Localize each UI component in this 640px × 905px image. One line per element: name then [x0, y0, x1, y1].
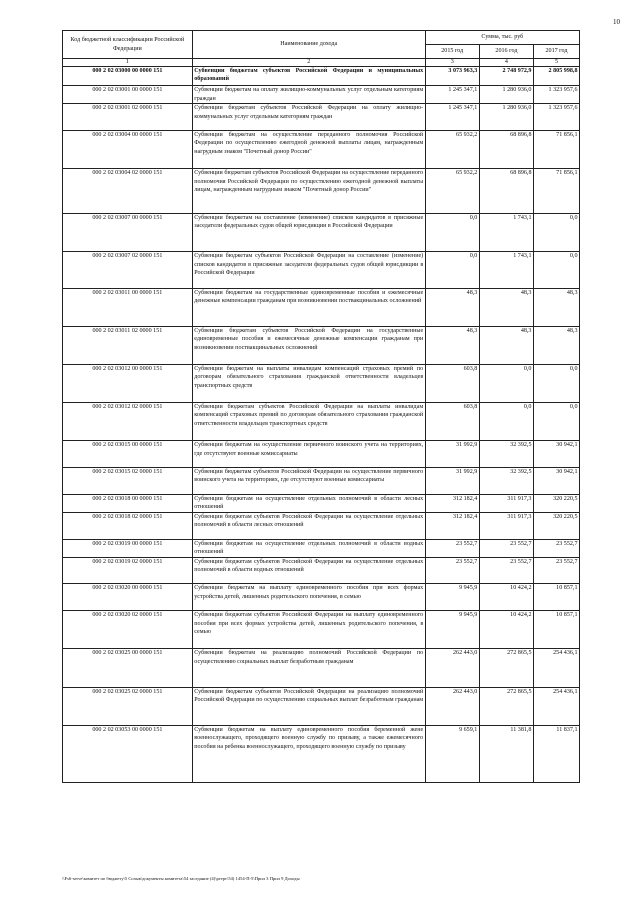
- amount-2017-cell: 48,3: [533, 288, 579, 326]
- budget-code-cell: 000 2 02 03018 02 0000 151: [63, 512, 193, 539]
- amount-2017-cell: 0,0: [533, 364, 579, 402]
- amount-2015-cell: 9 945,9: [425, 584, 479, 611]
- amount-2015-cell: 9 659,1: [425, 725, 479, 782]
- revenue-table: [62, 30, 580, 783]
- header-year-2016: 2016 год: [479, 45, 533, 59]
- column-number: 3: [425, 59, 479, 67]
- revenue-name-cell: Субвенции бюджетам на оплату жилищно-коммунальных услуг отдельным категориям граждан: [192, 86, 425, 104]
- amount-2015-cell: 48,3: [425, 326, 479, 364]
- amount-2017-cell: 23 552,7: [533, 557, 579, 584]
- amount-2017-cell: 320 220,5: [533, 494, 579, 512]
- table-row: [63, 539, 580, 557]
- amount-2016-cell: 1 280 936,0: [479, 104, 533, 131]
- table-row: [63, 687, 580, 725]
- table-row: [63, 403, 580, 441]
- revenue-name-cell: Субвенции бюджетам на составление (изменение) списков кандидатов в присяжные заседатели федеральных судов общей юрисдикции в Российской Федерации: [192, 214, 425, 252]
- amount-2016-cell: 48,3: [479, 288, 533, 326]
- amount-2015-cell: 603,8: [425, 364, 479, 402]
- budget-code-cell: 000 2 02 03020 02 0000 151: [63, 611, 193, 649]
- amount-2016-cell: 2 748 972,9: [479, 67, 533, 86]
- header-year-2017: 2017 год: [533, 45, 579, 59]
- budget-code-cell: 000 2 02 03020 00 0000 151: [63, 584, 193, 611]
- revenue-name-cell: Субвенции бюджетам на осуществление переданного полномочия Российской Федерации по осуществлению ежегодной денежной выплаты лицам, награжденным нагрудным знаком "Почетный донор России": [192, 130, 425, 168]
- revenue-name-cell: Субвенции бюджетам на реализацию полномочий Российской Федерации по осуществлению социальных выплат безработным гражданам: [192, 649, 425, 687]
- amount-2016-cell: 311 917,3: [479, 512, 533, 539]
- table-row: [63, 104, 580, 131]
- amount-2017-cell: 320 220,5: [533, 512, 579, 539]
- amount-2017-cell: 254 436,1: [533, 649, 579, 687]
- revenue-name-cell: Субвенции бюджетам на осуществление первичного воинского учета на территориях, где отсутствуют военные комиссариаты: [192, 441, 425, 468]
- table-row: [63, 557, 580, 584]
- amount-2015-cell: 262 443,0: [425, 687, 479, 725]
- column-number: 5: [533, 59, 579, 67]
- amount-2015-cell: 1 245 347,1: [425, 104, 479, 131]
- table-row: [63, 130, 580, 168]
- revenue-name-cell: Субвенции бюджетам субъектов Российской Федерации на реализацию полномочий Российской Федерации по осуществлению социальных выплат безработным гражданам: [192, 687, 425, 725]
- amount-2017-cell: 10 857,1: [533, 611, 579, 649]
- revenue-name-cell: Субвенции бюджетам субъектов Российской Федерации на составление (изменение) списков кандидатов в присяжные заседатели федеральных судов общей юрисдикции в Российской Федерации: [192, 252, 425, 288]
- budget-code-cell: 000 2 02 03019 02 0000 151: [63, 557, 193, 584]
- table-row: [63, 169, 580, 214]
- budget-code-cell: 000 2 02 03012 02 0000 151: [63, 403, 193, 441]
- amount-2017-cell: 23 552,7: [533, 539, 579, 557]
- budget-code-cell: 000 2 02 03007 02 0000 151: [63, 252, 193, 288]
- table-row: [63, 467, 580, 494]
- table-row: [63, 725, 580, 782]
- amount-2016-cell: 23 552,7: [479, 557, 533, 584]
- table-row: [63, 441, 580, 468]
- amount-2015-cell: 0,0: [425, 252, 479, 288]
- budget-code-cell: 000 2 02 03000 00 0000 151: [63, 67, 193, 86]
- table-row: [63, 584, 580, 611]
- revenue-name-cell: Субвенции бюджетам на осуществление отдельных полномочий в области водных отношений: [192, 539, 425, 557]
- amount-2016-cell: 32 392,5: [479, 441, 533, 468]
- amount-2017-cell: 0,0: [533, 214, 579, 252]
- budget-code-cell: 000 2 02 03001 02 0000 151: [63, 104, 193, 131]
- revenue-name-cell: Субвенции бюджетам на выплату единовременного пособия беременной жене военнослужащего, проходящего военную службу по призыву, а также ежемесячного пособия на ребенка военнослужащего, проходящего военную службу по призыву: [192, 725, 425, 782]
- column-number: 4: [479, 59, 533, 67]
- table-body: [63, 67, 580, 783]
- table-row: [63, 67, 580, 86]
- amount-2017-cell: 71 856,1: [533, 169, 579, 214]
- revenue-name-cell: Субвенции бюджетам субъектов Российской Федерации и муниципальных образований: [192, 67, 425, 86]
- budget-code-cell: 000 2 02 03011 02 0000 151: [63, 326, 193, 364]
- table-row: [63, 364, 580, 402]
- amount-2016-cell: 68 896,8: [479, 130, 533, 168]
- amount-2016-cell: 1 743,1: [479, 214, 533, 252]
- amount-2015-cell: 31 992,9: [425, 441, 479, 468]
- budget-code-cell: 000 2 02 03019 00 0000 151: [63, 539, 193, 557]
- budget-code-cell: 000 2 02 03015 02 0000 151: [63, 467, 193, 494]
- amount-2015-cell: 65 932,2: [425, 169, 479, 214]
- amount-2015-cell: 23 552,7: [425, 539, 479, 557]
- amount-2015-cell: 65 932,2: [425, 130, 479, 168]
- amount-2017-cell: 48,3: [533, 326, 579, 364]
- amount-2017-cell: 1 323 957,6: [533, 86, 579, 104]
- header-revenue-name: Наименование дохода: [192, 31, 425, 59]
- table-row: [63, 494, 580, 512]
- budget-code-cell: 000 2 02 03053 00 0000 151: [63, 725, 193, 782]
- revenue-name-cell: Субвенции бюджетам субъектов Российской Федерации на выплаты инвалидам компенсаций страховых премий по договорам обязательного страхования гражданской ответственности владельцев транспортных средств: [192, 403, 425, 441]
- amount-2017-cell: 2 805 998,8: [533, 67, 579, 86]
- revenue-name-cell: Субвенции бюджетам субъектов Российской Федерации на осуществление отдельных полномочий в области водных отношений: [192, 557, 425, 584]
- amount-2015-cell: 3 073 963,3: [425, 67, 479, 86]
- amount-2017-cell: 10 857,1: [533, 584, 579, 611]
- amount-2017-cell: 30 942,1: [533, 441, 579, 468]
- table-row: [63, 611, 580, 649]
- amount-2017-cell: 71 856,1: [533, 130, 579, 168]
- budget-code-cell: 000 2 02 03025 00 0000 151: [63, 649, 193, 687]
- column-number: 1: [63, 59, 193, 67]
- budget-code-cell: 000 2 02 03004 00 0000 151: [63, 130, 193, 168]
- page-number: 10: [613, 18, 620, 26]
- column-number: 2: [192, 59, 425, 67]
- revenue-name-cell: Субвенции бюджетам на осуществление отдельных полномочий в области лесных отношений: [192, 494, 425, 512]
- header-budget-code: Код бюджетной классификации Российской Федерации: [63, 31, 193, 59]
- budget-code-cell: 000 2 02 03012 00 0000 151: [63, 364, 193, 402]
- amount-2016-cell: 272 865,5: [479, 649, 533, 687]
- amount-2016-cell: 311 917,3: [479, 494, 533, 512]
- revenue-name-cell: Субвенции бюджетам субъектов Российской Федерации на осуществление переданного полномочия Российской Федерации по осуществлению ежегодной денежной выплаты лицам, награжденным нагрудным знаком "Почетный донор России": [192, 169, 425, 214]
- revenue-name-cell: Субвенции бюджетам субъектов Российской Федерации на осуществление первичного воинского учета на территориях, где отсутствуют военные комиссариаты: [192, 467, 425, 494]
- revenue-name-cell: Субвенции бюджетам на выплату единовременного пособия при всех формах устройства детей, лишенных родительского попечения, в семью: [192, 584, 425, 611]
- amount-2015-cell: 0,0: [425, 214, 479, 252]
- header-sum: Сумма, тыс. руб: [425, 31, 579, 45]
- table-row: [63, 512, 580, 539]
- table-row: [63, 326, 580, 364]
- amount-2016-cell: 48,3: [479, 326, 533, 364]
- amount-2015-cell: 312 182,4: [425, 512, 479, 539]
- header-year-2015: 2015 год: [425, 45, 479, 59]
- budget-code-cell: 000 2 02 03025 02 0000 151: [63, 687, 193, 725]
- amount-2015-cell: 262 443,0: [425, 649, 479, 687]
- revenue-name-cell: Субвенции бюджетам на государственные единовременные пособия и ежемесячные денежные компенсации гражданам при возникновении поствакцинальных осложнений: [192, 288, 425, 326]
- amount-2016-cell: 23 552,7: [479, 539, 533, 557]
- budget-code-cell: 000 2 02 03007 00 0000 151: [63, 214, 193, 252]
- amount-2015-cell: 48,3: [425, 288, 479, 326]
- amount-2017-cell: 0,0: [533, 252, 579, 288]
- amount-2017-cell: 0,0: [533, 403, 579, 441]
- amount-2017-cell: 254 436,1: [533, 687, 579, 725]
- table-row: [63, 288, 580, 326]
- amount-2016-cell: 11 381,8: [479, 725, 533, 782]
- amount-2015-cell: 23 552,7: [425, 557, 479, 584]
- table-row: [63, 214, 580, 252]
- revenue-name-cell: Субвенции бюджетам субъектов Российской Федерации на выплату единовременного пособия при всех формах устройства детей, лишенных родительского попечения, в семью: [192, 611, 425, 649]
- budget-code-cell: 000 2 02 03018 00 0000 151: [63, 494, 193, 512]
- table-row: [63, 649, 580, 687]
- amount-2017-cell: 30 942,1: [533, 467, 579, 494]
- amount-2017-cell: 1 323 957,6: [533, 104, 579, 131]
- revenue-name-cell: Субвенции бюджетам субъектов Российской Федерации на оплату жилищно-коммунальных услуг отдельным категориям граждан: [192, 104, 425, 131]
- revenue-name-cell: Субвенции бюджетам субъектов Российской Федерации на государственные единовременные пособия и ежемесячные денежные компенсации гражданам при возникновении поствакцинальных осложнений: [192, 326, 425, 364]
- budget-code-cell: 000 2 02 03011 00 0000 151: [63, 288, 193, 326]
- amount-2016-cell: 1 743,1: [479, 252, 533, 288]
- revenue-name-cell: Субвенции бюджетам субъектов Российской Федерации на осуществление отдельных полномочий в области лесных отношений: [192, 512, 425, 539]
- amount-2016-cell: 10 424,2: [479, 584, 533, 611]
- amount-2016-cell: 68 896,8: [479, 169, 533, 214]
- amount-2015-cell: 312 182,4: [425, 494, 479, 512]
- budget-code-cell: 000 2 02 03015 00 0000 151: [63, 441, 193, 468]
- revenue-name-cell: Субвенции бюджетам на выплаты инвалидам компенсаций страховых премий по договорам обязательного страхования гражданской ответственности владельцев транспортных средств: [192, 364, 425, 402]
- budget-code-cell: 000 2 02 03001 00 0000 151: [63, 86, 193, 104]
- amount-2016-cell: 0,0: [479, 403, 533, 441]
- amount-2016-cell: 1 280 936,0: [479, 86, 533, 104]
- file-path-footer: \\Fs6-serve\комитет по бюджету\5 Созыв\документы комитета\54 заседание (4)\ргерт\54) 1454-П-5\Прил 3 Прил 9 Доходы: [62, 876, 300, 881]
- amount-2015-cell: 31 992,9: [425, 467, 479, 494]
- amount-2015-cell: 603,8: [425, 403, 479, 441]
- amount-2017-cell: 11 837,1: [533, 725, 579, 782]
- amount-2016-cell: 0,0: [479, 364, 533, 402]
- amount-2015-cell: 9 945,9: [425, 611, 479, 649]
- amount-2016-cell: 32 392,5: [479, 467, 533, 494]
- amount-2016-cell: 10 424,2: [479, 611, 533, 649]
- table-row: [63, 86, 580, 104]
- table-row: [63, 252, 580, 288]
- amount-2015-cell: 1 245 347,1: [425, 86, 479, 104]
- budget-code-cell: 000 2 02 03004 02 0000 151: [63, 169, 193, 214]
- amount-2016-cell: 272 865,5: [479, 687, 533, 725]
